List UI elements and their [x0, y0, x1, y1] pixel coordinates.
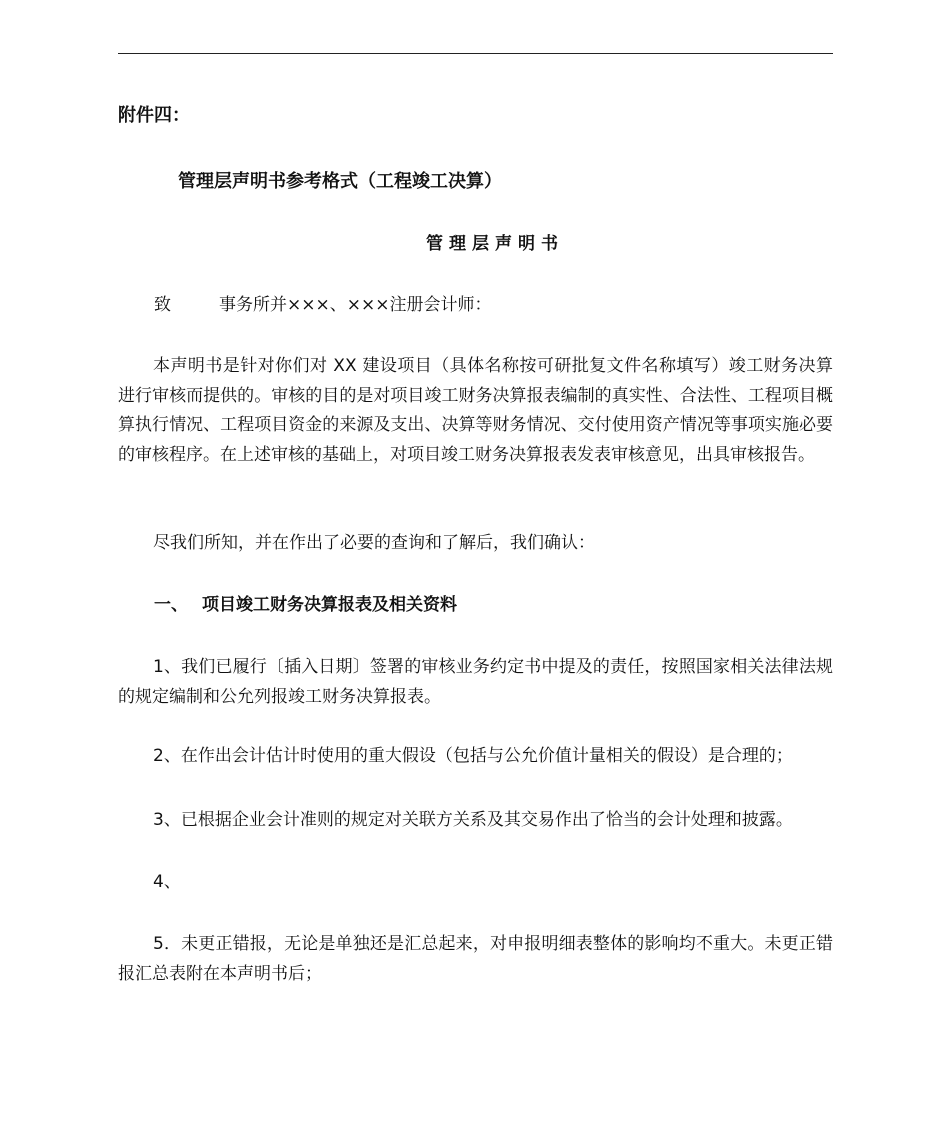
- document-title: 管理层声明书参考格式（工程竣工决算）: [178, 171, 502, 192]
- section-one-number: 一、: [154, 595, 188, 615]
- purpose-paragraph: 本声明书是针对你们对 XX 建设项目（具体名称按可研批复文件名称填写）竣工财务决算进行审核而提供的。审核的目的是对项目竣工财务决算报表编制的真实性、合法性、工程项目概算执行情况、工程项目资金的来源及支出、决算等财务情况、交付使用资产情况等事项实施必要的审核程序。在上述审核的基础上，对项目竣工财务决算报表发表审核意见，出具审核报告。: [118, 356, 833, 465]
- addressee-prefix: 致: [154, 295, 171, 315]
- header-rule: [118, 53, 833, 54]
- section-one-title: 项目竣工财务决算报表及相关资料: [202, 595, 457, 615]
- list-item: 1、我们已履行〔插入日期〕签署的审核业务约定书中提及的责任，按照国家相关法律法规的规定编制和公允列报竣工财务决算报表。: [118, 657, 833, 707]
- list-item: 4、: [153, 872, 181, 892]
- statement-subtitle: 管理层声明书: [426, 234, 564, 254]
- section-one-heading: [154, 591, 457, 620]
- list-item: 5．未更正错报，无论是单独还是汇总起来，对申报明细表整体的影响均不重大。未更正错报汇总表附在本声明书后；: [118, 934, 833, 984]
- list-item: 2、在作出会计估计时使用的重大假设（包括与公允价值计量相关的假设）是合理的；: [153, 746, 793, 766]
- attachment-label: 附件四：: [118, 105, 190, 126]
- addressee-recipient: 事务所并×××、×××注册会计师：: [219, 295, 492, 315]
- confirmation-paragraph: 尽我们所知，并在作出了必要的查询和了解后，我们确认：: [153, 533, 595, 553]
- list-item: 3、已根据企业会计准则的规定对关联方关系及其交易作出了恰当的会计处理和披露。: [153, 810, 793, 830]
- addressee-line: [154, 291, 491, 320]
